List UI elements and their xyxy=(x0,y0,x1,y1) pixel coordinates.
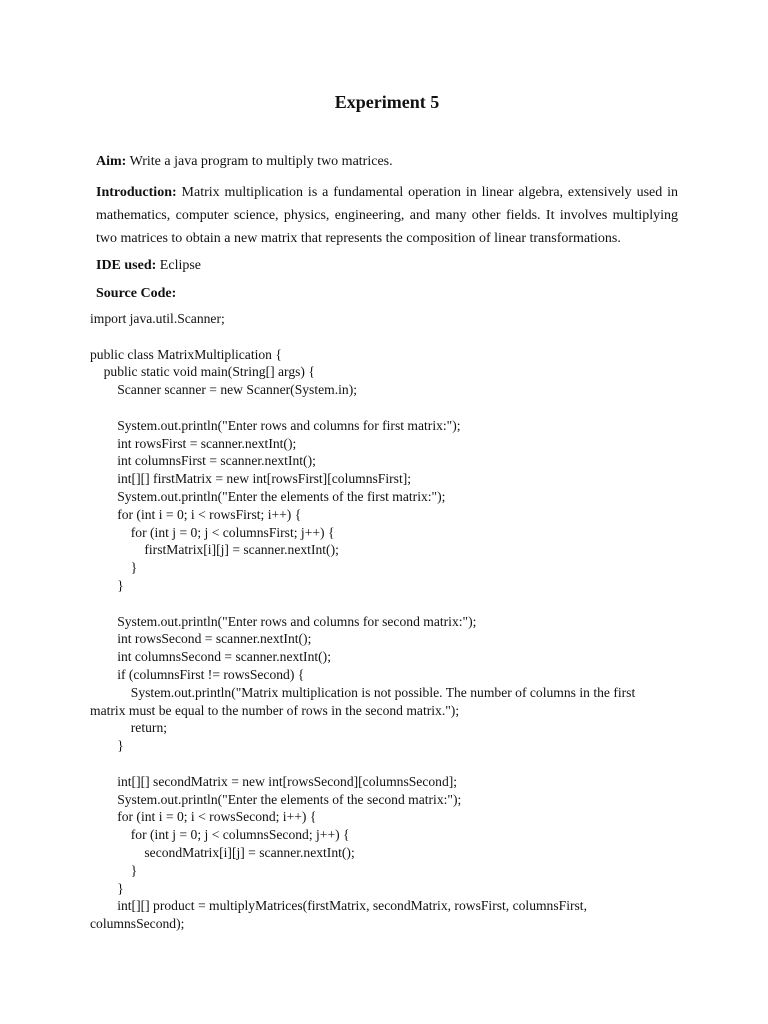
code-line: int rowsFirst = scanner.nextInt(); xyxy=(90,435,297,451)
code-line xyxy=(90,328,690,346)
code-line: } xyxy=(90,560,138,576)
code-line: public static void main(String[] args) { xyxy=(90,364,315,380)
code-line: firstMatrix[i][j] = scanner.nextInt(); xyxy=(90,542,339,558)
code-line: System.out.println("Enter rows and columns for second matrix:"); xyxy=(90,613,477,629)
code-line: System.out.println("Matrix multiplication is not possible. The number of columns in the first xyxy=(90,684,636,700)
code-line: } xyxy=(90,862,138,878)
code-line: } xyxy=(90,880,124,896)
code-line xyxy=(90,399,690,417)
code-line: int[][] secondMatrix = new int[rowsSecond][columnsSecond]; xyxy=(90,773,458,789)
code-line: int columnsFirst = scanner.nextInt(); xyxy=(90,453,316,469)
code-line: System.out.println("Enter the elements of the first matrix:"); xyxy=(90,488,446,504)
code-line: columnsSecond); xyxy=(90,916,185,932)
code-line: int columnsSecond = scanner.nextInt(); xyxy=(90,649,331,665)
code-line: System.out.println("Enter the elements of the second matrix:"); xyxy=(90,791,462,807)
code-line: secondMatrix[i][j] = scanner.nextInt(); xyxy=(90,844,355,860)
ide-text: Eclipse xyxy=(156,258,202,273)
introduction-paragraph xyxy=(96,181,678,250)
introduction-label: Introduction: xyxy=(96,185,177,200)
code-line xyxy=(90,595,690,613)
code-line: public class MatrixMultiplication { xyxy=(90,346,282,362)
code-line: Scanner scanner = new Scanner(System.in); xyxy=(90,382,358,398)
code-line: for (int i = 0; i < rowsSecond; i++) { xyxy=(90,809,317,825)
aim-label: Aim: xyxy=(96,154,127,169)
code-line: int[][] product = multiplyMatrices(firstMatrix, secondMatrix, rowsFirst, columnsFirst, xyxy=(90,898,587,914)
code-line: int rowsSecond = scanner.nextInt(); xyxy=(90,631,312,647)
page-title: Experiment 5 xyxy=(334,92,440,112)
code-line: } xyxy=(90,738,124,754)
source-code-heading xyxy=(96,282,678,305)
code-line xyxy=(90,755,690,773)
code-line: for (int j = 0; j < columnsSecond; j++) { xyxy=(90,827,350,843)
code-line: import java.util.Scanner; xyxy=(90,311,225,326)
code-line: matrix must be equal to the number of rows in the second matrix."); xyxy=(90,702,460,718)
code-line: return; xyxy=(90,720,168,736)
code-line: if (columnsFirst != rowsSecond) { xyxy=(90,666,305,682)
code-line: System.out.println("Enter rows and columns for first matrix:"); xyxy=(90,417,461,433)
code-line: for (int j = 0; j < columnsFirst; j++) { xyxy=(90,524,335,540)
code-line: } xyxy=(90,577,124,593)
aim-text: Write a java program to multiply two matrices. xyxy=(126,154,393,169)
ide-label: IDE used: xyxy=(96,258,157,273)
code-line: int[][] firstMatrix = new int[rowsFirst][columnsFirst]; xyxy=(90,471,412,487)
introduction-text: Matrix multiplication is a fundamental operation in linear algebra, extensively used in mathematics, computer science, physics, engineering, and many other fields. It involves multiplying two matrices to obtain a new matrix that represents the composition of linear transformations. xyxy=(96,185,678,246)
aim-paragraph xyxy=(96,150,678,173)
code-line: for (int i = 0; i < rowsFirst; i++) { xyxy=(90,506,302,522)
ide-paragraph xyxy=(96,254,678,277)
source-code-block xyxy=(90,310,690,933)
source-code-label: Source Code: xyxy=(96,286,177,301)
